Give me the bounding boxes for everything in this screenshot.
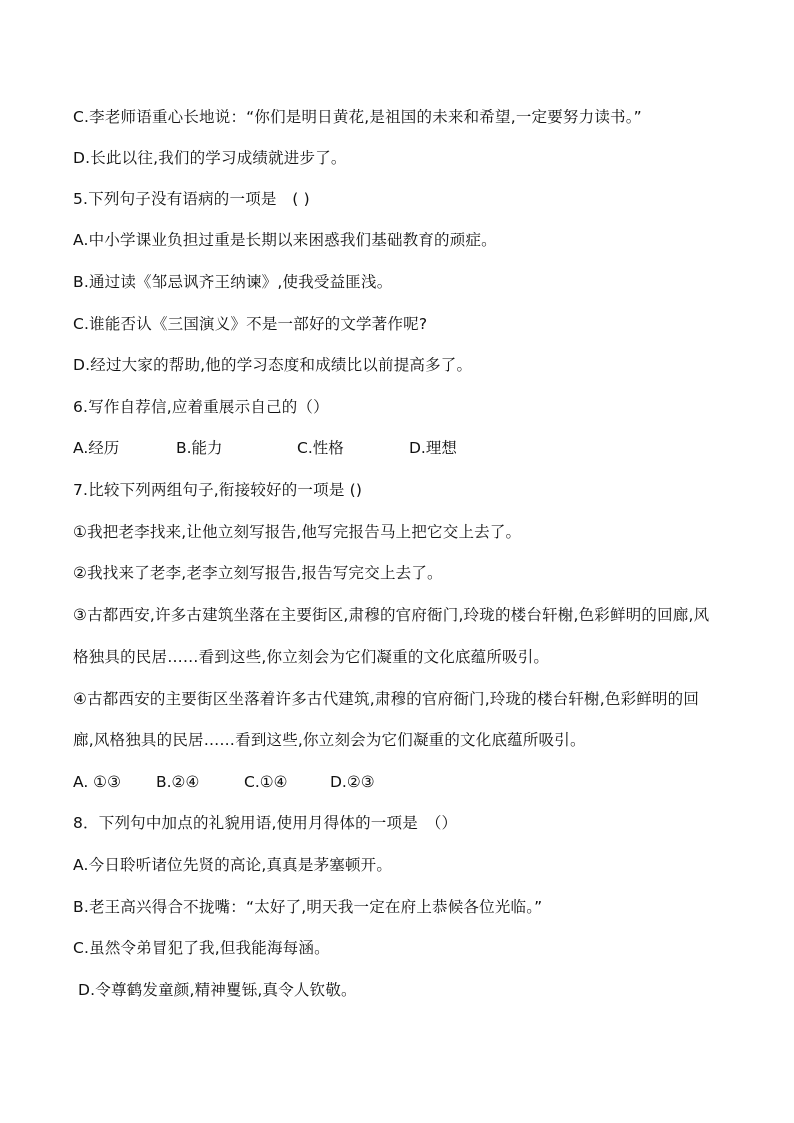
q7-sentence-1: ①我把老李找来,让他立刻写报告,他写完报告马上把它交上去了。 <box>73 523 522 541</box>
q4-option-d: D.长此以往,我们的学习成绩就进步了。 <box>73 149 347 167</box>
q6-option-b: B.能力 <box>176 439 223 457</box>
q7-option-b: B.②④ <box>156 773 200 791</box>
q8-option-a: A.今日聆听诸位先贤的高论,真真是茅塞顿开。 <box>73 856 393 874</box>
q8-question: 8．下列句中加点的礼貌用语,使用月得体的一项是 （） <box>73 814 458 832</box>
q5-question: 5.下列句子没有语病的一项是 ( ) <box>73 190 310 208</box>
q8-option-c: C.虽然令弟冒犯了我,但我能海每涵。 <box>73 939 330 957</box>
q7-option-a: A. ①③ <box>73 773 121 791</box>
q7-sentence-3-line-2: 格独具的民居……看到这些,你立刻会为它们凝重的文化底蕴所吸引。 <box>73 648 550 666</box>
q7-sentence-4-line-1: ④古都西安的主要街区坐落着许多古代建筑,肃穆的官府衙门,玲珑的楼台轩榭,色彩鲜明的回 <box>73 690 700 708</box>
q7-option-c: C.①④ <box>244 773 288 791</box>
q6-option-d: D.理想 <box>409 439 457 457</box>
q7-sentence-4-line-2: 廊,风格独具的民居……看到这些,你立刻会为它们凝重的文化底蕴所吸引。 <box>73 731 586 749</box>
q4-option-c: C.李老师语重心长地说：“你们是明日黄花,是祖国的未来和希望,一定要努力读书。” <box>73 108 642 126</box>
q5-option-c: C.谁能否认《三国演义》不是一部好的文学著作呢? <box>73 315 428 333</box>
q7-question: 7.比较下列两组句子,衔接较好的一项是 () <box>73 481 363 499</box>
q7-option-d: D.②③ <box>330 773 375 791</box>
q7-sentence-3-line-1: ③古都西安,许多古建筑坐落在主要街区,肃穆的官府衙门,玲珑的楼台轩榭,色彩鲜明的回廊,风 <box>73 606 710 624</box>
q7-sentence-2: ②我找来了老李,老李立刻写报告,报告写完交上去了。 <box>73 564 443 582</box>
q5-option-b: B.通过读《邹忌讽齐王纳谏》,使我受益匪浅。 <box>73 273 393 291</box>
q6-option-c: C.性格 <box>297 439 344 457</box>
q5-option-a: A.中小学课业负担过重是长期以来困惑我们基础教育的顽症。 <box>73 231 497 249</box>
q5-option-d: D.经过大家的帮助,他的学习态度和成绩比以前提高多了。 <box>73 356 473 374</box>
q6-option-a: A.经历 <box>73 439 120 457</box>
q8-option-d: D.令尊鹤发童颜,精神矍铄,真令人钦敬。 <box>78 981 357 999</box>
q6-question: 6.写作自荐信,应着重展示自己的（） <box>73 398 329 416</box>
q8-option-b: B.老王高兴得合不拢嘴：“太好了,明天我一定在府上恭候各位光临。” <box>73 898 543 916</box>
